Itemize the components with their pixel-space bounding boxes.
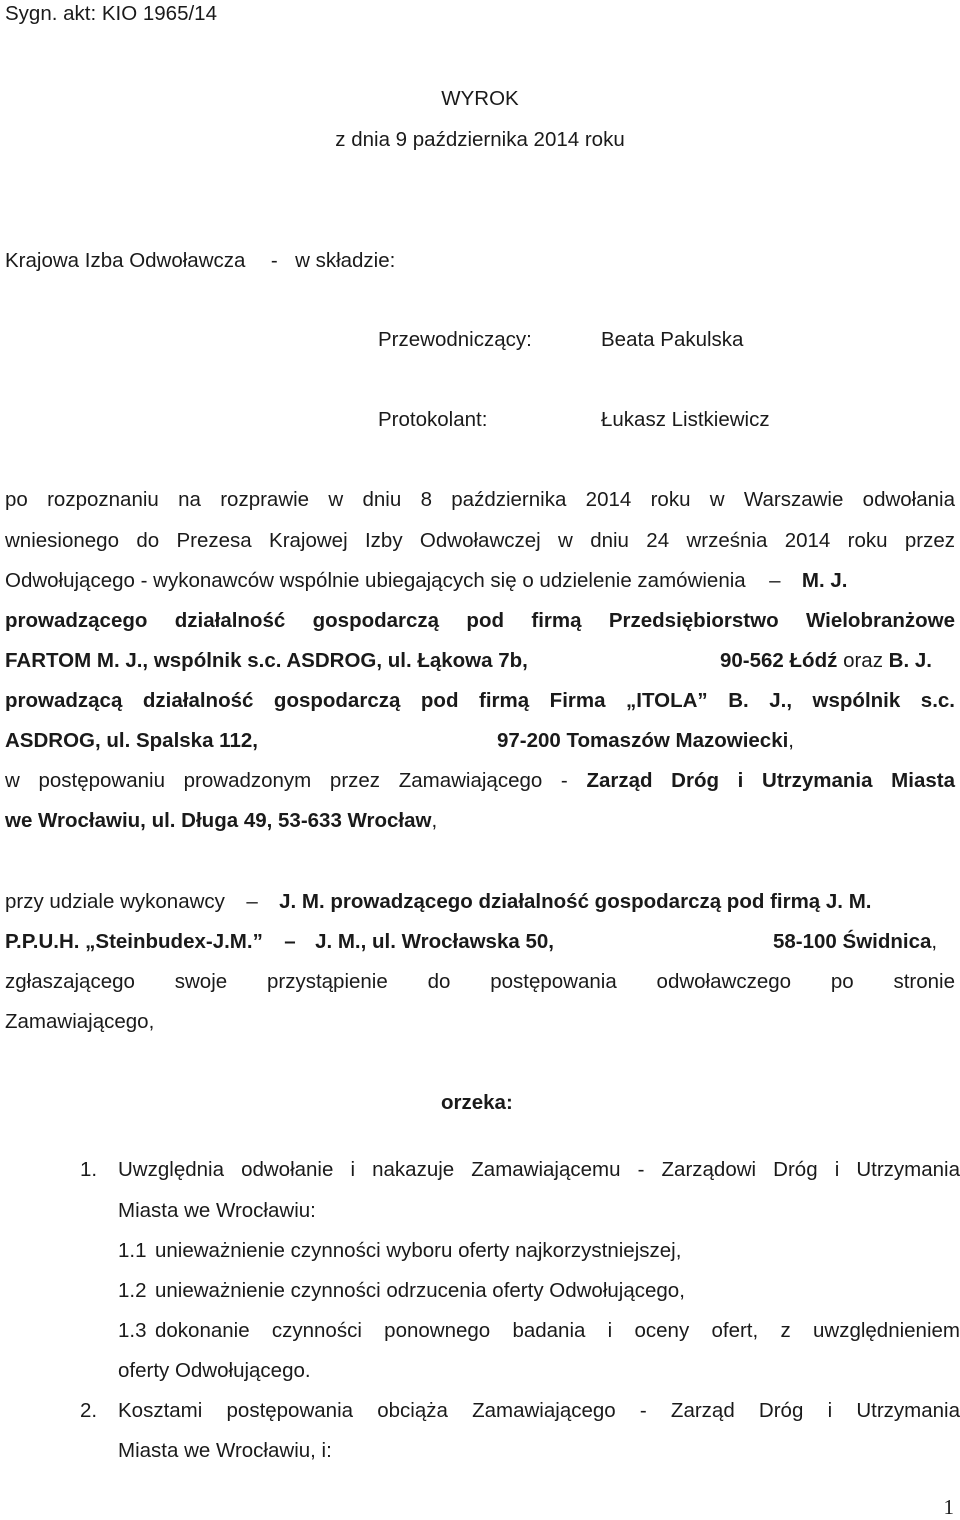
intro-line-2: wniesionego do Prezesa Krajowej Izby Odwoławczej w dniu 24 września 2014 roku przez (5, 529, 955, 552)
contracting-authority-address: we Wrocławiu, ul. Długa 49, 53-633 Wrocław (5, 809, 432, 832)
postal-city: 90-562 Łódź (720, 649, 838, 672)
dash: – (769, 569, 781, 592)
participant-address: J. M., ul. Wrocławska 50, (315, 930, 554, 953)
punctuation: , (788, 729, 794, 752)
intro-line-4: prowadzącego działalność gospodarczą pod firmą Przedsiębiorstwo Wielobranżowe (5, 609, 955, 632)
clerk-name: Łukasz Listkiewicz (601, 408, 770, 431)
intro-line-1: po rozpoznaniu na rozprawie w dniu 8 października 2014 roku w Warszawie odwołania (5, 488, 955, 511)
intro-line-5a: FARTOM M. J., wspólnik s.c. ASDROG, ul. Łąkowa 7b, (5, 649, 528, 672)
clerk-label: Protokolant: (378, 408, 488, 431)
postal-city: 58-100 Świdnica (773, 930, 932, 953)
item-2-line-1: Kosztami postępowania obciąża Zamawiającego - Zarząd Dróg i Utrzymania (118, 1399, 960, 1422)
item-1-3-line-1: dokonanie czynności ponownego badania i oceny ofert, z uwzględnieniem (155, 1319, 960, 1342)
item-1-3-line-2: oferty Odwołującego. (118, 1359, 311, 1382)
intro-line-8 (5, 768, 955, 794)
intro-line-5b (720, 648, 932, 674)
appellant-intro: Odwołującego - wykonawców wspólnie ubiegających się o udzielenie zamówienia (5, 569, 746, 592)
conjunction: oraz (843, 649, 883, 672)
punctuation: , (931, 930, 938, 953)
participant-firm: P.P.U.H. „Steinbudex-J.M.” (5, 930, 263, 953)
document-title: WYROK (441, 87, 519, 110)
item-1-1-number: 1.1 (118, 1239, 147, 1262)
item-1-1-text: unieważnienie czynności wyboru oferty najkorzystniejszej, (155, 1239, 682, 1262)
panel-line (5, 248, 395, 274)
postal-city: 97-200 Tomaszów Mazowiecki (497, 729, 789, 752)
document-date: z dnia 9 października 2014 roku (335, 128, 625, 151)
chair-name: Beata Pakulska (601, 328, 744, 351)
item-1-2-text: unieważnienie czynności odrzucenia oferty Odwołującego, (155, 1279, 685, 1302)
participant-line-4: Zamawiającego, (5, 1010, 155, 1033)
participant-line-3: zgłaszającego swoje przystąpienie do postępowania odwoławczego po stronie (5, 970, 955, 993)
participant-name: J. M. prowadzącego działalność gospodarczą pod firmą J. M. (279, 890, 872, 913)
intro-line-7b (497, 728, 794, 754)
dash: – (284, 930, 296, 953)
item-1-3-number: 1.3 (118, 1319, 147, 1342)
item-1-number: 1. (80, 1158, 98, 1181)
case-signature: Sygn. akt: KIO 1965/14 (5, 2, 217, 25)
item-2-line-2: Miasta we Wrocławiu, i: (118, 1439, 332, 1462)
item-1-2-number: 1.2 (118, 1279, 147, 1302)
intro-line-3 (5, 568, 847, 594)
partner-name: B. J. (888, 649, 932, 672)
participant-line-2a (5, 929, 554, 955)
ruling-heading: orzeka: (441, 1091, 513, 1114)
item-2-number: 2. (80, 1399, 98, 1422)
punctuation: , (431, 809, 438, 832)
intro-line-6: prowadzącą działalność gospodarczą pod firmą Firma „ITOLA” B. J., wspólnik s.c. (5, 689, 955, 712)
participant-line-1 (5, 889, 871, 915)
appellant-name: M. J. (801, 569, 848, 592)
item-1-line-1: Uwzględnia odwołanie i nakazuje Zamawiającemu - Zarządowi Dróg i Utrzymania (118, 1158, 960, 1181)
dash: - (270, 249, 278, 272)
dash: – (246, 890, 258, 913)
composition-label: w składzie: (295, 249, 396, 272)
participant-line-2b (773, 929, 937, 955)
participant-intro: przy udziale wykonawcy (5, 890, 225, 913)
page-number: 1 (943, 1495, 954, 1519)
intro-line-7a: ASDROG, ul. Spalska 112, (5, 729, 258, 752)
chair-label: Przewodniczący: (378, 328, 532, 351)
intro-line-9 (5, 808, 437, 834)
contracting-authority-intro: w postępowaniu prowadzonym przez Zamawiającego - (5, 769, 568, 792)
item-1-line-2: Miasta we Wrocławiu: (118, 1199, 316, 1222)
tribunal-name: Krajowa Izba Odwoławcza (5, 249, 246, 272)
contracting-authority-name: Zarząd Dróg i Utrzymania Miasta (586, 769, 955, 792)
